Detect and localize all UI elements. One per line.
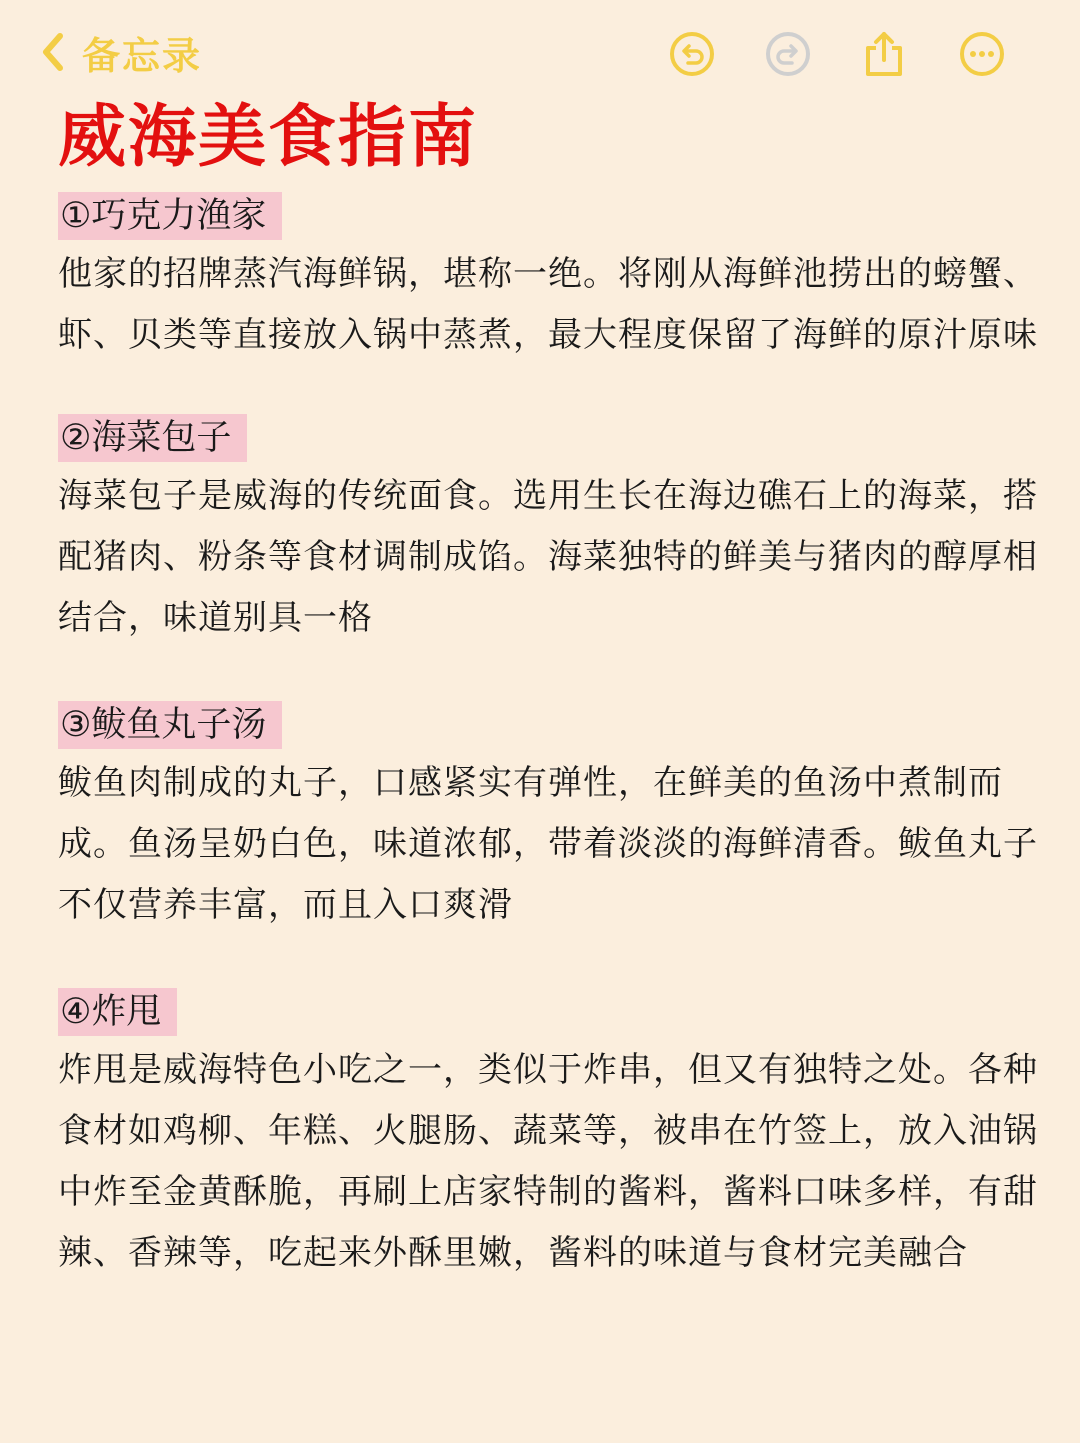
- back-label: 备忘录: [82, 33, 203, 78]
- section-heading: ①巧克力渔家: [58, 192, 282, 240]
- section-heading: ③鲅鱼丸子汤: [58, 701, 282, 749]
- section-4: [58, 988, 1048, 1284]
- more-icon[interactable]: [958, 30, 1006, 78]
- section-2: [58, 414, 1048, 649]
- chevron-left-icon: [36, 24, 76, 80]
- section-heading: ④炸甩: [58, 988, 177, 1036]
- section-body: 他家的招牌蒸汽海鲜锅，堪称一绝。将刚从海鲜池捞出的螃蟹、虾、贝类等直接放入锅中蒸煮，最大程度保留了海鲜的原汁原味: [58, 254, 1038, 355]
- nav-bar: [0, 0, 1080, 100]
- share-icon[interactable]: [860, 30, 908, 78]
- section-body: 鲅鱼肉制成的丸子，口感紧实有弹性，在鲜美的鱼汤中煮制而成。鱼汤呈奶白色，味道浓郁，带着淡淡的海鲜清香。鲅鱼丸子不仅营养丰富，而且入口爽滑: [58, 763, 1038, 925]
- section-3: [58, 701, 1048, 936]
- note-title: 威海美食指南: [58, 98, 479, 177]
- undo-icon[interactable]: [668, 30, 716, 78]
- redo-icon[interactable]: [764, 30, 812, 78]
- section-body: 海菜包子是威海的传统面食。选用生长在海边礁石上的海菜，搭配猪肉、粉条等食材调制成馅。海菜独特的鲜美与猪肉的醇厚相结合，味道别具一格: [58, 476, 1038, 638]
- section-1: [58, 192, 1048, 366]
- note-content[interactable]: [58, 96, 1048, 1284]
- back-button[interactable]: [36, 24, 202, 80]
- section-heading: ②海菜包子: [58, 414, 247, 462]
- section-body: 炸甩是威海特色小吃之一，类似于炸串，但又有独特之处。各种食材如鸡柳、年糕、火腿肠、蔬菜等，被串在竹签上，放入油锅中炸至金黄酥脆，再刷上店家特制的酱料，酱料口味多样，有甜辣、香辣等，吃起来外酥里嫩，酱料的味道与食材完美融合: [58, 1050, 1038, 1273]
